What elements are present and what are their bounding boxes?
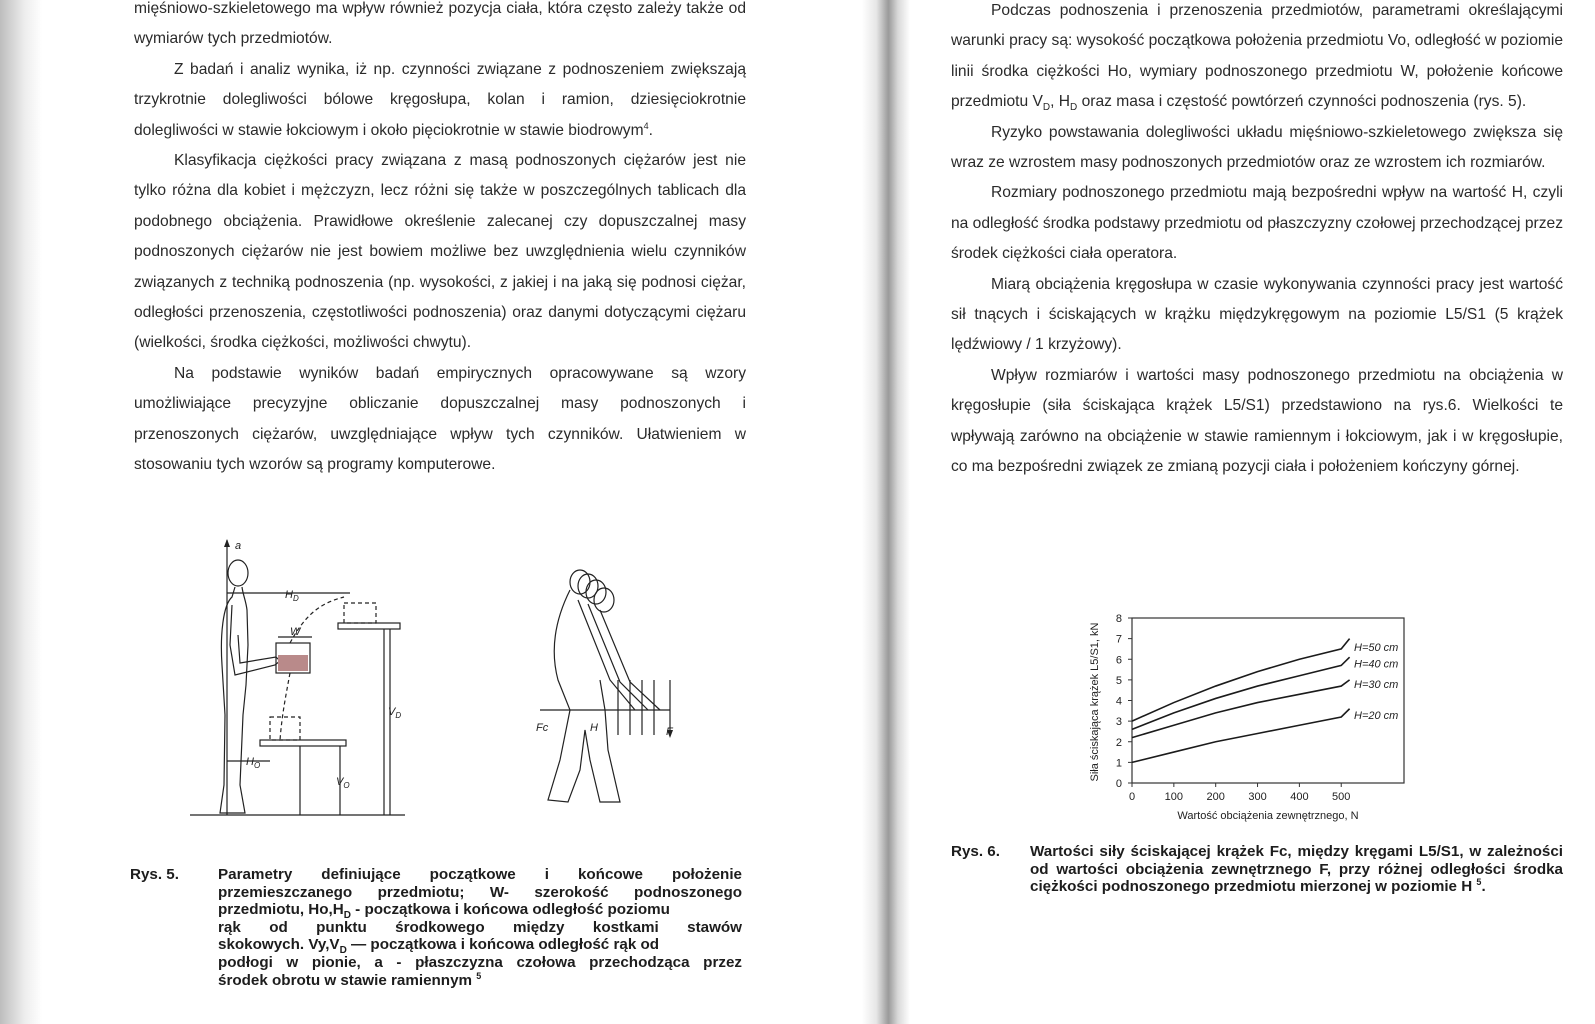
series-line-h40cm xyxy=(1132,657,1350,729)
label-fc: Fc xyxy=(536,722,549,734)
caption-label: Rys. 5. xyxy=(130,866,179,883)
figure-5-caption xyxy=(130,866,744,989)
label-hd: $H_D$ xyxy=(285,589,299,603)
caption-text: Wartości siły ściskającej krążek Fc, między kręgami L5/S1, w zależności od wartości obciążenia zewnętrznego F, przy różnej odległości środka ciężkości podnoszonego przedmiotu mierzonej w poziomie H $^5$. xyxy=(1030,843,1563,896)
y-tick-label: 1 xyxy=(1115,757,1122,770)
paragraph: Klasyfikacja ciężkości pracy związana z masą podnoszonych ciężarów jest nie tylko różna dla kobiet i mężczyzn, lecz różni się także w poszczególnych tablicach dla podobnego obciążenia. Prawidłowe określenie zalecanej czy dopuszczalnej masy podnoszonych ciężarów nie jest bowiem możliwe bez uwzględnienia wielu czynników związanych z techniką podnoszenia (np. wysokości, z jakiej i na jaką się podnosi ciężar, odległości przenoszenia, częstotliwości podnoszenia) oraz danymi dotyczącymi ciężaru (wielkości, środka ciężkości, możliwości chwytu). xyxy=(134,152,746,352)
label-vo: $V_O$ xyxy=(336,776,350,790)
caption-line: podłogi w pionie, a - płaszczyzna czołowa przechodząca przez xyxy=(218,953,742,971)
label-h: H xyxy=(590,722,598,734)
figure-5 xyxy=(190,535,690,830)
y-tick-label: 5 xyxy=(1115,674,1122,687)
y-tick-label: 0 xyxy=(1115,778,1122,790)
series-label-h30cm: H=30 cm xyxy=(1354,679,1399,692)
x-tick-label: 200 xyxy=(1206,791,1225,803)
caption-line: Parametry definiujące początkowe i końcowe położenie xyxy=(218,866,742,883)
y-tick-label: 8 xyxy=(1115,613,1122,625)
paragraph: Ryzyko powstawania dolegliwości układu mięśniowo-szkieletowego zwiększa się wraz ze wzrostem masy podnoszonych przedmiotów oraz ze wzrostem ich rozmiarów. xyxy=(951,123,1563,172)
caption-line: środek obrotu w stawie ramiennym $^5$ xyxy=(218,970,482,989)
book-spine xyxy=(862,0,910,1024)
series-label-h50cm: H=50 cm xyxy=(1354,641,1399,654)
label-ho: $H_O$ xyxy=(246,756,261,770)
series-label-h20cm: H=20 cm xyxy=(1354,710,1399,722)
label-a: a xyxy=(235,540,242,552)
right-page-text xyxy=(951,0,1563,483)
x-tick-label: 0 xyxy=(1128,791,1136,803)
figure-6-chart xyxy=(1080,610,1420,830)
caption-line: rąk od punktu środkowego między kostkami stawów xyxy=(218,918,742,936)
x-axis-label: Wartość obciążenia zewnętrznego, N xyxy=(1177,810,1359,822)
series-line-h50cm xyxy=(1132,639,1350,722)
y-tick-label: 7 xyxy=(1115,633,1122,646)
paragraph: Rozmiary podnoszonego przedmiotu mają bezpośredni wpływ na wartość H, czyli na odległość środka podstawy przedmiotu od płaszczyzny czołowej przechodzącej przez środek ciężkości ciała operatora. xyxy=(951,184,1563,263)
footnote-ref: 4 xyxy=(643,120,649,131)
paragraph: Miarą obciążenia kręgosłupa w czasie wykonywania czynności pracy jest wartość sił tnących i ściskających w krążku międzykręgowym na poziomie L5/S1 (5 krążek lędźwiowy / 1 krzyżowy). xyxy=(951,275,1563,354)
paragraph: Podczas podnoszenia i przenoszenia przedmiotów, parametrami określającymi warunki pracy są: wysokość początkowa położenia przedmiotu Vo, odległość w poziomie linii środka ciężkości Ho, wymiary podnoszonego przedmiotu W, położenie końcowe przedmiotu $V_D$, $H_D$ oraz masa i częstość powtórzeń czynności podnoszenia (rys. 5). xyxy=(951,2,1563,114)
paragraph: mięśniowo-szkieletowego ma wpływ również pozycja ciała, która często zależy także od wymiarów tych przedmiotów. xyxy=(134,0,746,48)
x-tick-label: 300 xyxy=(1248,791,1267,803)
label-w: W xyxy=(290,626,301,638)
y-tick-label: 3 xyxy=(1115,716,1122,729)
paragraph: Na podstawie wyników badań empirycznych opracowywane są wzory umożliwiające precyzyjne obliczanie dopuszczalnej masy podnoszonych i przenoszonych ciężarów, uwzględniające wpływ tych czynników. Ułatwieniem w stosowaniu tych wzorów są programy komputerowe. xyxy=(134,364,746,474)
caption-line: przemieszczanego przedmiotu; W- szerokość podnoszonego xyxy=(218,883,742,901)
y-tick-label: 6 xyxy=(1115,654,1122,667)
series-label-h40cm: H=40 cm xyxy=(1354,658,1399,671)
label-vd: $V_D$ xyxy=(388,706,402,720)
caption-line: przedmiotu, $Ho,H_D$ - początkowa i końcowa odległość poziomu xyxy=(218,901,670,922)
y-tick-label: 4 xyxy=(1115,695,1122,708)
figure-6-caption xyxy=(951,843,1563,896)
series-line-h30cm xyxy=(1132,680,1350,738)
label-f: F xyxy=(666,726,673,738)
y-axis-label: Siła ściskająca krążek L5/S1, kN xyxy=(1089,622,1101,782)
x-tick-label: 500 xyxy=(1332,791,1351,803)
x-tick-label: 100 xyxy=(1164,791,1184,803)
x-tick-label: 400 xyxy=(1290,791,1309,803)
y-tick-label: 2 xyxy=(1115,736,1122,749)
paragraph: Wpływ rozmiarów i wartości masy podnoszonego przedmiotu na obciążenia w kręgosłupie (siła ściskająca krążek L5/S1) przedstawiono na rys.6. Wielkości te wpływają zarówno na obciążenie w stawie ramiennym i łokciowym, jak i w kręgosłupie, co ma bezpośredni związek ze zmianą pozycji ciała i położeniem kończyny górnej. xyxy=(951,366,1563,476)
paragraph: Z badań i analiz wynika, iż np. czynności związane z podnoszeniem zwiększają trzykrotnie dolegliwości bólowe kręgosłupa, kolan i ramion, dziesięciokrotnie dolegliwości w stawie łokciowym i około pięciokrotnie w stawie biodrowym$^4$. xyxy=(134,60,746,139)
page-gutter-left xyxy=(0,0,42,1024)
person-head xyxy=(228,560,248,586)
left-page-text xyxy=(134,0,746,481)
caption-label: Rys. 6. xyxy=(951,843,1000,860)
caption-line: skokowych. $Vy,V_D$ — początkowa i końcowa odległość rąk od xyxy=(218,936,660,957)
lifting-person-sequence xyxy=(540,570,673,802)
